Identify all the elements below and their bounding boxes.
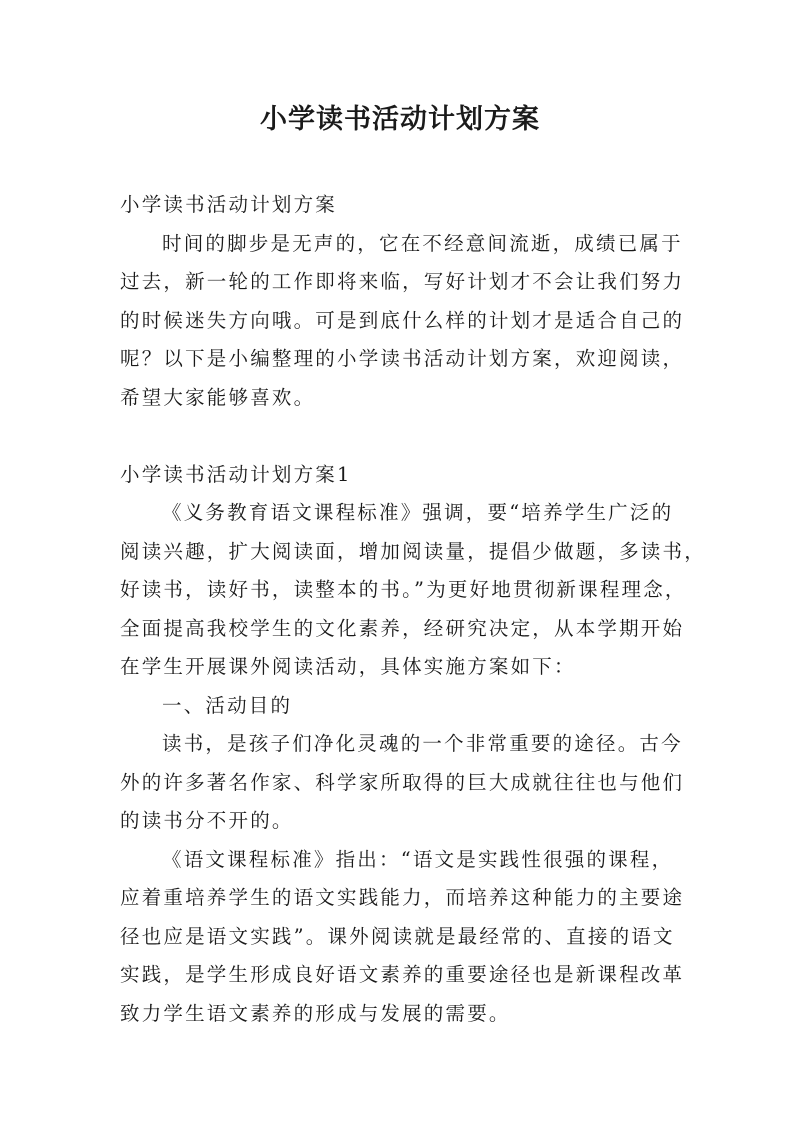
paragraph-line: 实践，是学生形成良好语文素养的重要途径也是新课程改革	[120, 963, 685, 986]
paragraph-line: 在学生开展课外阅读活动，具体实施方案如下：	[120, 655, 576, 678]
paragraph-gap	[120, 417, 690, 456]
paragraph-line: 的时候迷失方向哦。可是到底什么样的计划才是适合自己的	[120, 308, 685, 332]
paragraph-line: 读书，是孩子们净化灵魂的一个非常重要的途径。古今	[162, 732, 683, 755]
paragraph-line: 径也应是语文实践”。课外阅读就是最经常的、直接的语文	[120, 924, 675, 948]
section-heading: 小学读书活动计划方案	[120, 193, 338, 216]
paragraph-line: 外的许多著名作家、科学家所取得的巨大成就往往也与他们	[120, 770, 685, 794]
paragraph-line: 阅读兴趣，扩大阅读面，增加阅读量，提倡少做题，多读书，	[120, 539, 706, 563]
paragraph-line: 《语文课程标准》指出：“语文是实践性很强的课程，	[162, 847, 674, 871]
paragraph-line: 应着重培养学生的语文实践能力，而培养这种能力的主要途	[120, 886, 685, 909]
paragraph-line: 《义务教育语文课程标准》强调，要“培养学生广泛的	[162, 501, 674, 524]
paragraph-line: 致力学生语文素养的形成与发展的需要。	[120, 1001, 511, 1025]
paragraph-line: 时间的脚步是无声的，它在不经意间流逝，成绩已属于	[162, 231, 683, 255]
paragraph-line: 呢？以下是小编整理的小学读书活动计划方案，欢迎阅读，	[120, 347, 685, 370]
section-heading: 小学读书活动计划方案1	[120, 462, 352, 486]
document-body	[120, 186, 706, 1033]
paragraph-line: 好读书，读好书，读整本的书。”为更好地贯彻新课程理念，	[120, 578, 687, 601]
paragraph-line: 的读书分不开的。	[120, 809, 294, 832]
paragraph-line: 过去，新一轮的工作即将来临，写好计划才不会让我们努力	[120, 270, 685, 293]
document-title: 小学读书活动计划方案	[260, 104, 540, 135]
paragraph-line: 全面提高我校学生的文化素养，经研究决定，从本学期开始	[120, 616, 685, 640]
subsection-heading: 一、活动目的	[162, 693, 293, 717]
paragraph-line: 希望大家能够喜欢。	[120, 385, 316, 409]
